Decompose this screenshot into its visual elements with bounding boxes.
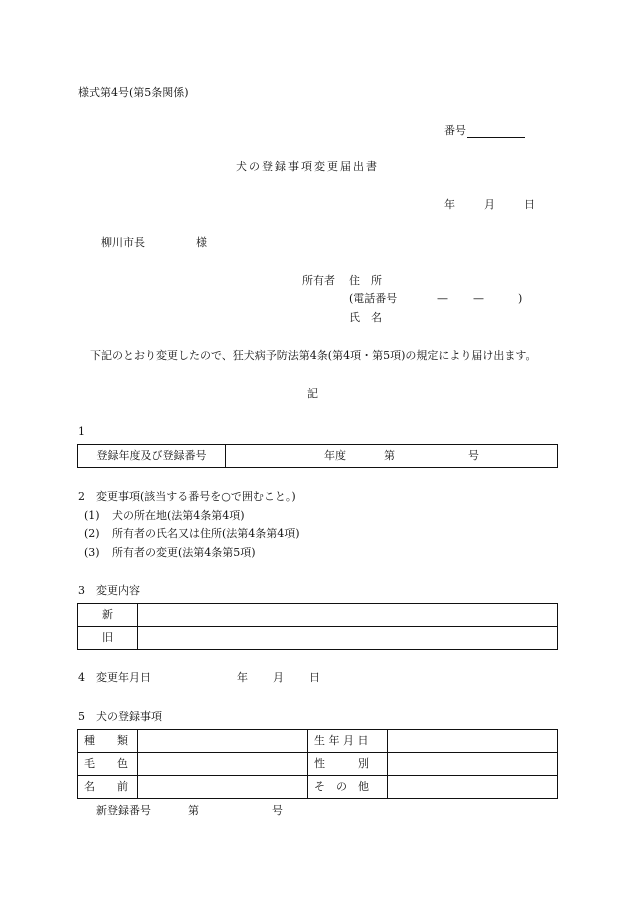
- dog-sex-label: 性 別: [308, 753, 388, 776]
- change-item-1-number: (1): [84, 509, 100, 522]
- new-reg-dai: 第: [188, 804, 199, 817]
- dog-sex-field[interactable]: [388, 753, 558, 776]
- change-date-year-label: 年: [237, 671, 248, 684]
- dog-birthdate-label: 生 年 月 日: [308, 730, 388, 753]
- dog-coat-label: 毛 色: [78, 753, 138, 776]
- ki-label: 記: [307, 387, 318, 400]
- section4-heading: 4 変更年月日: [78, 671, 151, 684]
- date-year-label: 年: [444, 198, 455, 211]
- dog-registration-table: [77, 729, 558, 799]
- statement-text: 下記のとおり変更したので、狂犬病予防法第4条(第4項・第5項)の規定により届け出ます。: [90, 349, 537, 362]
- dog-name-field[interactable]: [138, 776, 308, 799]
- dog-other-label: そ の 他: [308, 776, 388, 799]
- new-reg-go: 号: [272, 804, 283, 817]
- owner-phone-dash1: —: [437, 292, 448, 305]
- change-new-label: 新: [78, 604, 138, 627]
- change-item-3-text: 所有者の変更(法第4条第5項): [112, 546, 256, 559]
- section3-heading: 3 変更内容: [78, 584, 140, 597]
- dog-birthdate-field[interactable]: [388, 730, 558, 753]
- registration-year-label: 年度: [324, 449, 346, 462]
- dog-name-label: 名 前: [78, 776, 138, 799]
- page-title: 犬の登録事項変更届出書: [236, 160, 379, 173]
- section5-heading: 5 犬の登録事項: [78, 710, 162, 723]
- change-item-2-number: (2): [84, 527, 100, 540]
- dog-other-field[interactable]: [388, 776, 558, 799]
- change-old-label: 旧: [78, 627, 138, 650]
- number-label: 番号: [444, 124, 466, 137]
- date-line[interactable]: [444, 198, 535, 212]
- change-item-3-number: (3): [84, 546, 100, 559]
- change-date-month-label: 月: [273, 671, 284, 684]
- form-style-header: 様式第4号(第5条関係): [78, 86, 189, 99]
- registration-table: [77, 444, 558, 468]
- registration-dai-label: 第: [384, 449, 395, 462]
- change-item-3[interactable]: [84, 546, 256, 560]
- number-blank[interactable]: [467, 125, 525, 138]
- date-month-label: 月: [484, 198, 495, 211]
- section2-heading: 2 変更事項(該当する番号を○で囲むこと。): [78, 490, 296, 503]
- owner-address-label: 住 所: [349, 274, 382, 287]
- owner-phone-close: ): [518, 292, 523, 305]
- owner-phone-dash2: —: [473, 292, 484, 305]
- date-day-label: 日: [524, 198, 535, 211]
- owner-phone-open: (電話番号: [349, 292, 398, 305]
- dog-type-field[interactable]: [138, 730, 308, 753]
- change-item-2[interactable]: [84, 527, 300, 541]
- registration-go-label: 号: [468, 449, 479, 462]
- registration-label-cell: 登録年度及び登録番号: [78, 445, 226, 468]
- new-reg-label: 新登録番号: [96, 804, 151, 817]
- change-item-1-text: 犬の所在地(法第4条第4項): [112, 509, 245, 522]
- change-item-1[interactable]: [84, 509, 245, 523]
- change-content-table: [77, 603, 558, 650]
- addressee-honorific: 様: [196, 236, 207, 249]
- owner-label: 所有者: [302, 274, 335, 287]
- change-old-field[interactable]: [138, 627, 558, 650]
- change-date-day-label: 日: [309, 671, 320, 684]
- registration-value-cell[interactable]: [226, 445, 558, 468]
- section1-number: 1: [78, 425, 85, 438]
- change-new-field[interactable]: [138, 604, 558, 627]
- dog-coat-field[interactable]: [138, 753, 308, 776]
- addressee-name: 柳川市長: [101, 236, 145, 249]
- owner-name-label: 氏 名: [349, 311, 382, 324]
- dog-type-label: 種 類: [78, 730, 138, 753]
- change-item-2-text: 所有者の氏名又は住所(法第4条第4項): [112, 527, 300, 540]
- document-number: [444, 124, 525, 138]
